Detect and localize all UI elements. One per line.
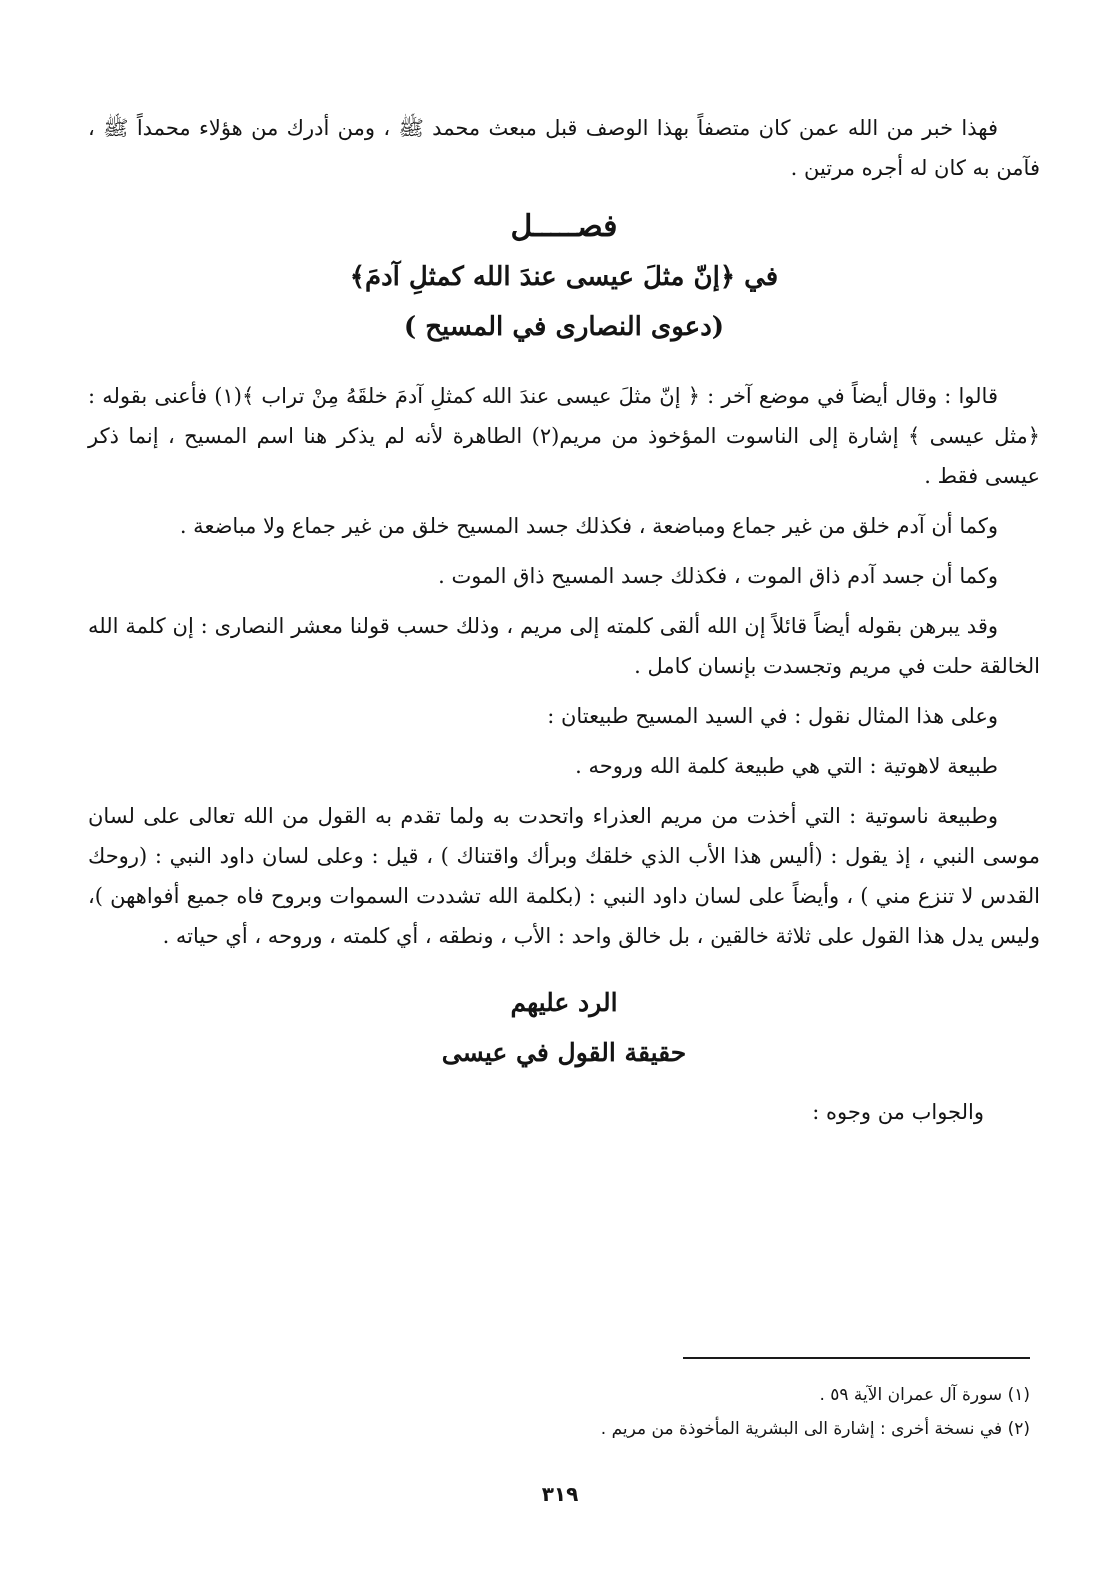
intro-line-2: هؤلاء محمداً ﷺ ، فآمن به كان له أجره مرتين . xyxy=(88,116,1040,180)
answer-intro: والجواب من وجوه : xyxy=(812,1100,984,1124)
paragraph-two-natures: وعلى هذا المثال نقول : في السيد المسيح طبيعتان : xyxy=(547,704,998,728)
reply-heading: الرد عليهم xyxy=(510,988,618,1017)
paragraph-qalu: قالوا : وقال أيضاً في موضع آخر : ﴿ إنّ مثلَ عيسى عندَ الله كمثلِ آدمَ خلقَهُ مِنْ تراب ﴾(١) فأعنى بقوله : ﴿مثل عيسى ﴾ إشارة إلى الناسوت المؤخوذ من مريم(٢) الطاهرة لأنه لم يذكر هنا اسم المسيح ، إنما ذكر عيسى فقط . xyxy=(88,384,1040,488)
paragraph-adam-creation: وكما أن آدم خلق من غير جماع ومباضعة ، فكذلك جسد المسيح خلق من غير جماع ولا مباضعة . xyxy=(179,514,998,538)
intro-paragraph xyxy=(88,108,1040,188)
paragraph-divine-nature: طبيعة لاهوتية : التي هي طبيعة كلمة الله وروحه . xyxy=(575,754,998,778)
section-subtitle-2: (دعوى النصارى في المسيح ) xyxy=(403,312,725,342)
section-heading: فصـــــل xyxy=(510,209,618,244)
page-number: ٣١٩ xyxy=(541,1482,579,1506)
footnotes xyxy=(330,1378,1030,1446)
section-subtitle: في ﴿إنّ مثلَ عيسى عندَ الله كمثلِ آدمَ﴾ xyxy=(349,262,779,292)
paragraph-death: وكما أن جسد آدم ذاق الموت ، فكذلك جسد المسيح ذاق الموت . xyxy=(438,564,998,588)
footnote-1: (١) سورة آل عمران الآية ٥٩ . xyxy=(819,1385,1030,1405)
reply-subheading: حقيقة القول في عيسى xyxy=(441,1038,687,1067)
intro-line-1: فهذا خبر من الله عمن كان متصفاً بهذا الوصف قبل مبعث محمد ﷺ ، ومن أدرك من xyxy=(251,116,998,140)
footnote-divider xyxy=(683,1357,1030,1359)
paragraph-human-nature: وطبيعة ناسوتية : التي أخذت من مريم العذراء واتحدت به ولما تقدم به القول من الله تعالى على لسان موسى النبي ، إذ يقول : (أليس هذا الأب الذي خلقك وبرأك واقتناك ) ، قيل : وعلى لسان داود النبي : (روحك القدس لا تنزع مني ) ، وأيضاً على لسان داود النبي : (بكلمة الله تشددت السموات وبروح فاه جميع أفواههن )، وليس يدل هذا القول على ثلاثة خالقين ، بل خالق واحد : الأب ، ونطقه ، أي كلمته ، وروحه ، أي حياته . xyxy=(88,804,1041,948)
footnote-2: (٢) في نسخة أخرى : إشارة الى البشرية المأخوذة من مريم . xyxy=(600,1419,1030,1439)
paragraph-word-of-god: وقد يبرهن بقوله أيضاً قائلاً إن الله ألقى كلمته إلى مريم ، وذلك حسب قولنا معشر النصارى : إن كلمة الله الخالقة حلت في مريم وتجسدت بإنسان كامل . xyxy=(88,614,1040,678)
page-body xyxy=(88,108,1040,1132)
